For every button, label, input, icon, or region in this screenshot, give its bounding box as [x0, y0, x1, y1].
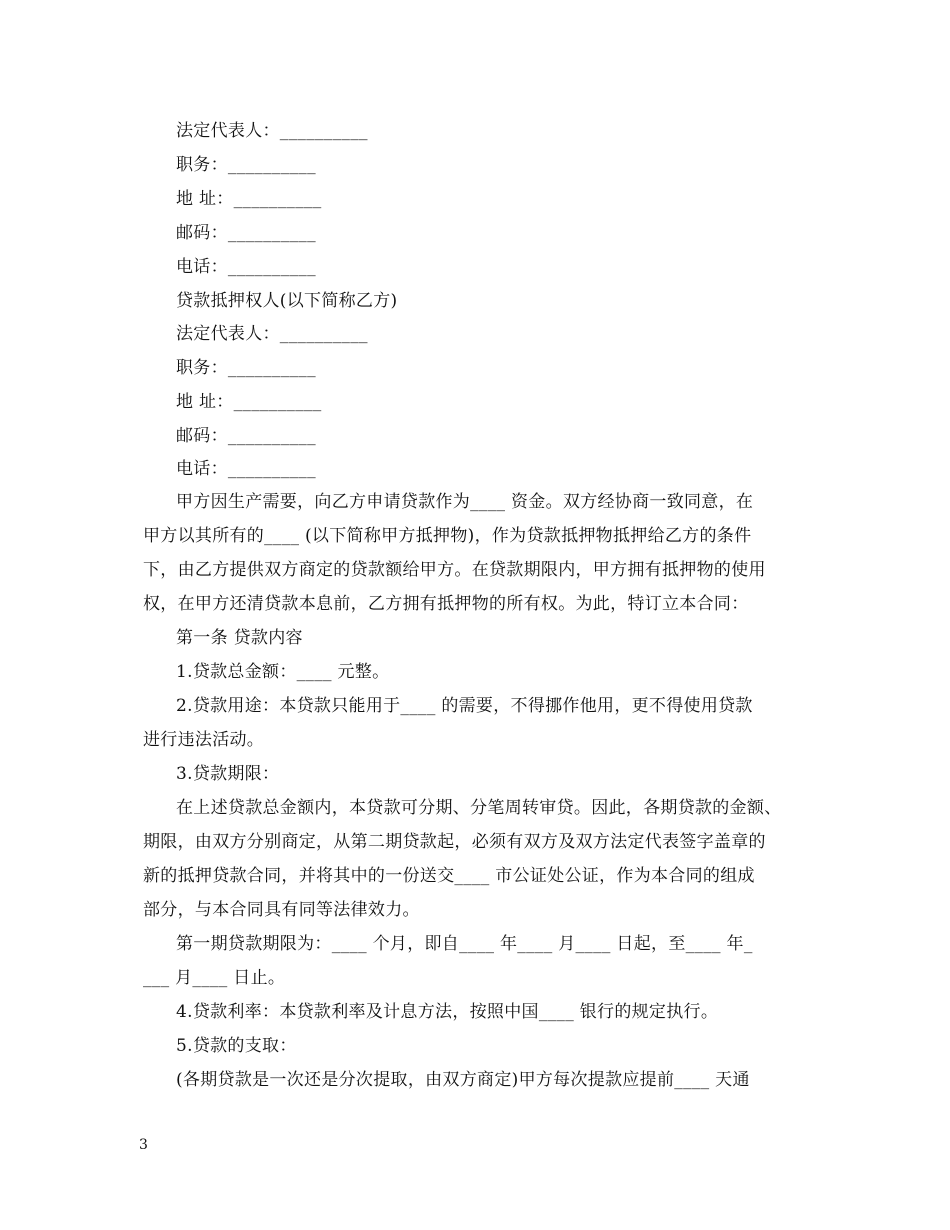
party-b-heading: 贷款抵押权人(以下简称乙方): [176, 291, 398, 311]
loan-total-amount-line: 1.贷款总金额：____ 元整。: [176, 662, 390, 682]
loan-term-paragraph-line-4: 部分，与本合同具有同等法律效力。: [143, 900, 420, 920]
loan-term-paragraph-line-3: 新的抵押贷款合同，并将其中的一份送交____ 市公证处公证，作为本合同的组成: [143, 866, 755, 886]
first-period-line-1: 第一期贷款期限为：____ 个月，即自____ 年____ 月____ 日起，至____ 年_: [176, 934, 753, 954]
loan-withdrawal-heading: 5.贷款的支取：: [176, 1036, 297, 1056]
preamble-line-2: 甲方以其所有的____ (以下简称甲方抵押物)，作为贷款抵押物抵押给乙方的条件: [143, 526, 752, 546]
loan-interest-rate-line: 4.贷款利率：本贷款利率及计息方法，按照中国____ 银行的规定执行。: [176, 1002, 719, 1022]
party-b-postcode-line: 邮码：__________: [176, 426, 316, 446]
party-b-address-line: 地 址：__________: [176, 392, 322, 412]
loan-purpose-line-2: 进行违法活动。: [143, 730, 265, 750]
loan-term-paragraph-line-2: 期限，由双方分别商定，从第二期贷款起，必须有双方及双方法定代表签字盖章的: [143, 832, 766, 852]
party-b-position-line: 职务：__________: [176, 358, 316, 378]
preamble-line-3: 下，由乙方提供双方商定的贷款额给甲方。在贷款期限内，甲方拥有抵押物的使用: [143, 560, 766, 580]
party-a-postcode-line: 邮码：__________: [176, 223, 316, 243]
page-number: 3: [139, 1137, 148, 1153]
article-1-heading: 第一条 贷款内容: [176, 628, 303, 648]
first-period-line-2: ___ 月____ 日止。: [143, 968, 286, 988]
loan-purpose-line-1: 2.贷款用途：本贷款只能用于____ 的需要，不得挪作他用，更不得使用贷款: [176, 696, 753, 716]
party-a-position-line: 职务：__________: [176, 155, 316, 175]
party-a-legal-rep-line: 法定代表人：__________: [176, 121, 368, 141]
preamble-line-4: 权，在甲方还清贷款本息前，乙方拥有抵押物的所有权。为此，特订立本合同：: [143, 594, 749, 614]
party-a-phone-line: 电话：__________: [176, 257, 316, 277]
loan-withdrawal-line-1: (各期贷款是一次还是分次提取，由双方商定)甲方每次提款应提前____ 天通: [176, 1070, 750, 1090]
loan-term-heading: 3.贷款期限：: [176, 764, 280, 784]
preamble-line-1: 甲方因生产需要，向乙方申请贷款作为____ 资金。双方经协商一致同意，在: [176, 492, 754, 512]
party-b-phone-line: 电话：__________: [176, 459, 316, 479]
party-b-legal-rep-line: 法定代表人：__________: [176, 324, 368, 344]
loan-term-paragraph-line-1: 在上述贷款总金额内，本贷款可分期、分笔周转审贷。因此，各期贷款的金额、: [176, 798, 782, 818]
party-a-address-line: 地 址：__________: [176, 189, 322, 209]
